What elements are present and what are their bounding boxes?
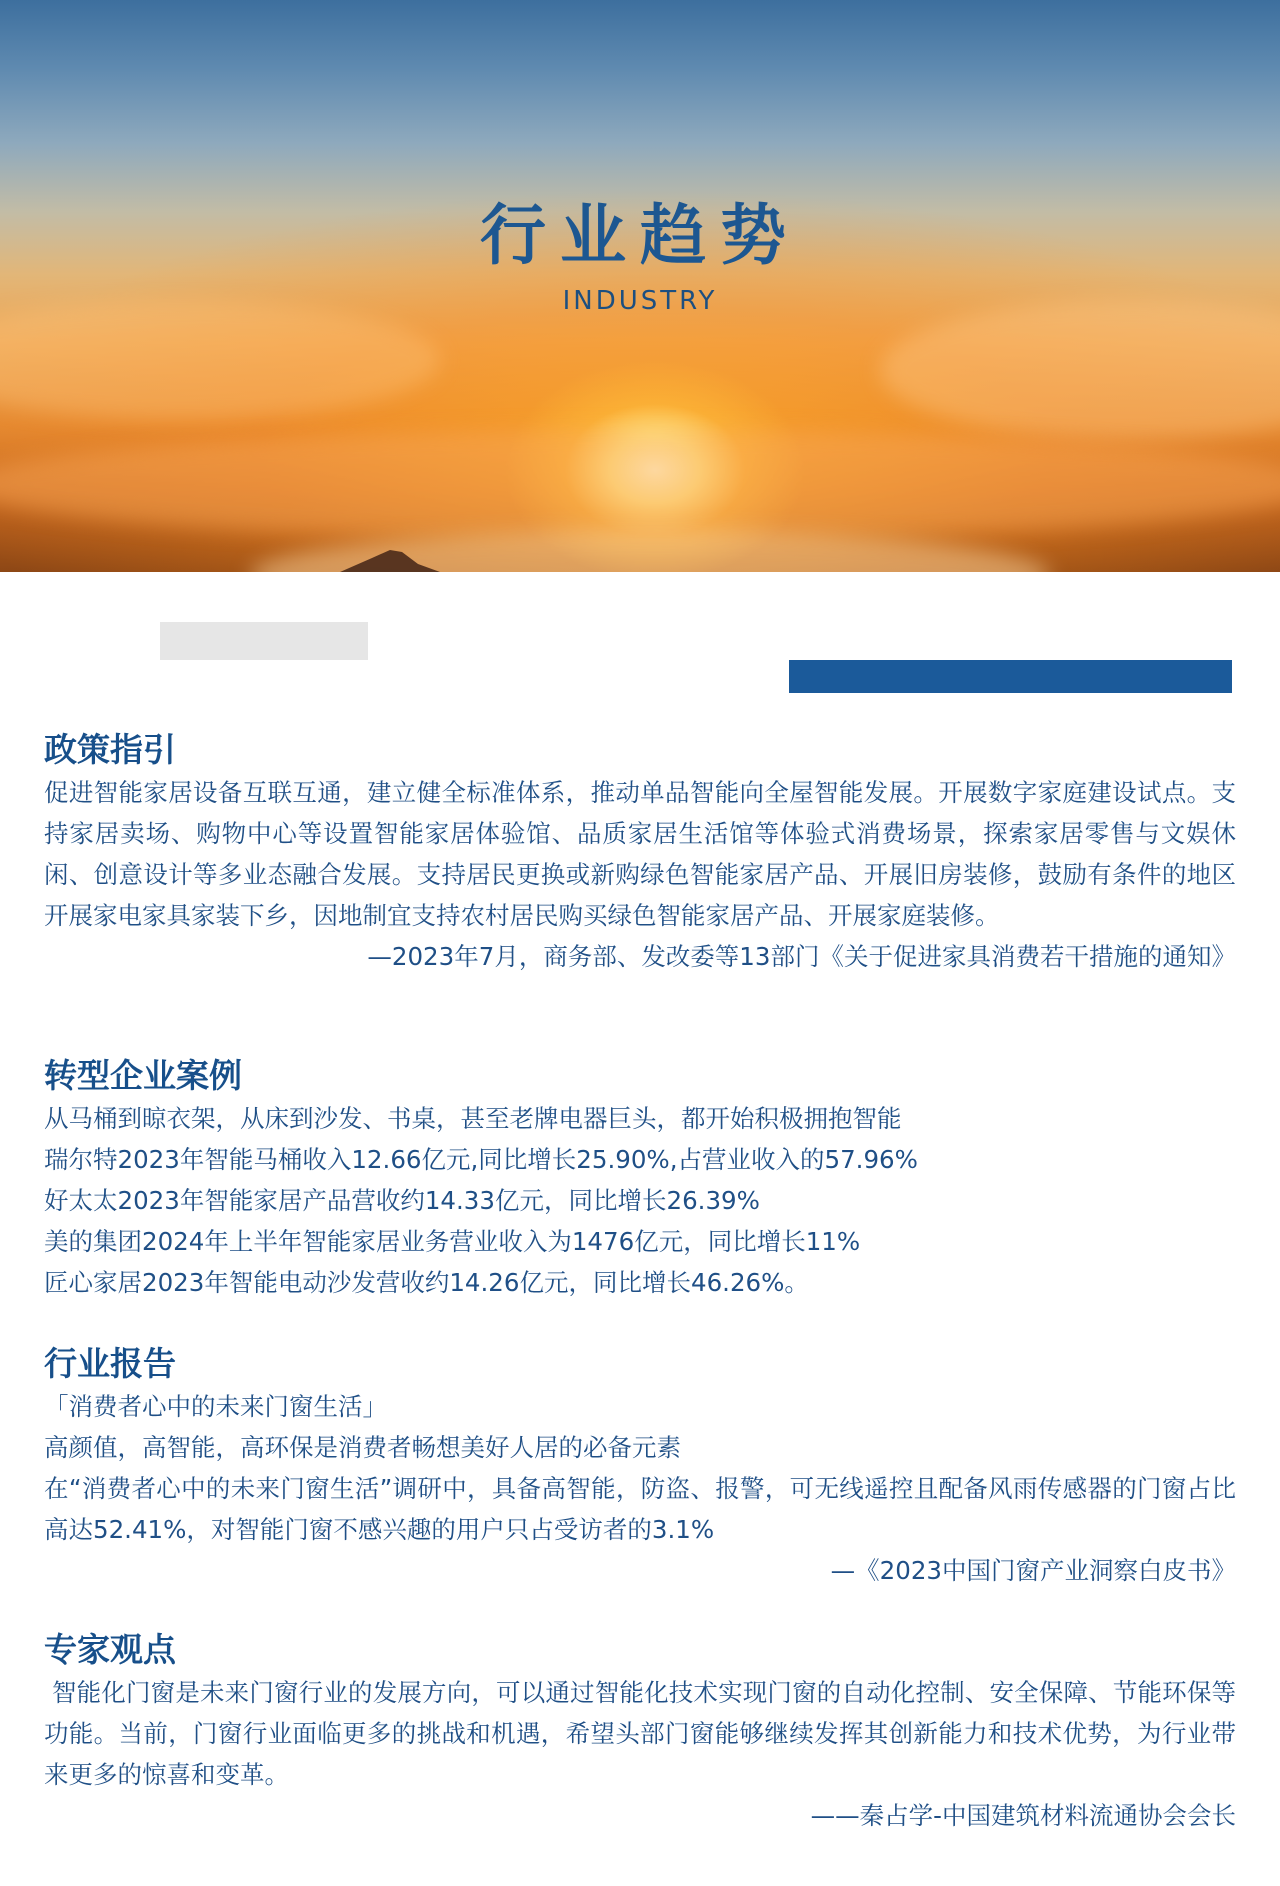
policy-body: 促进智能家居设备互联互通，建立健全标准体系，推动单品智能向全屋智能发展。开展数字家庭建设试点。支持家居卖场、购物中心等设置智能家居体验馆、品质家居生活馆等体验式消费场景，探索家居零售与文娱休闲、创意设计等多业态融合发展。支持居民更换或新购绿色智能家居产品、开展旧房装修，鼓励有条件的地区开展家电家具家装下乡，因地制宜支持农村居民购买绿色智能家居产品、开展家庭装修。	[44, 778, 1236, 930]
section-title: 专家观点	[44, 1630, 176, 1669]
section-title: 行业报告	[44, 1344, 176, 1383]
report-subtitle: 「消费者心中的未来门窗生活」	[44, 1392, 387, 1421]
accent-bar	[789, 660, 1232, 693]
policy-source: —2023年7月，商务部、发改委等13部门《关于促进家具消费若干措施的通知》	[367, 942, 1236, 971]
mountain-silhouette	[0, 512, 1280, 572]
list-item: 好太太2023年智能家居产品营收约14.33亿元，同比增长26.39%	[44, 1186, 760, 1215]
report-section	[44, 1342, 1236, 1591]
list-item: 从马桶到晾衣架，从床到沙发、书桌，甚至老牌电器巨头，都开始积极拥抱智能	[44, 1104, 902, 1133]
list-item: 瑞尔特2023年智能马桶收入12.66亿元,同比增长25.90%,占营业收入的57.96%	[44, 1145, 918, 1174]
section-title: 政策指引	[44, 730, 176, 769]
report-body: 在“消费者心中的未来门窗生活”调研中，具备高智能，防盗、报警，可无线遥控且配备风雨传感器的门窗占比高达52.41%，对智能门窗不感兴趣的用户只占受访者的3.1%	[44, 1474, 1236, 1544]
page-subtitle: INDUSTRY	[562, 286, 718, 316]
expert-section	[44, 1628, 1236, 1836]
expert-body: 智能化门窗是未来门窗行业的发展方向，可以通过智能化技术实现门窗的自动化控制、安全保障、节能环保等功能。当前，门窗行业面临更多的挑战和机遇，希望头部门窗能够继续发挥其创新能力和技术优势，为行业带来更多的惊喜和变革。	[44, 1678, 1236, 1789]
hero-banner	[0, 0, 1280, 572]
list-item: 美的集团2024年上半年智能家居业务营业收入为1476亿元，同比增长11%	[44, 1227, 861, 1256]
report-source: —《2023中国门窗产业洞察白皮书》	[830, 1556, 1236, 1585]
redacted-block	[160, 622, 368, 660]
expert-source: ——秦占学-中国建筑材料流通协会会长	[810, 1801, 1236, 1830]
report-line: 高颜值，高智能，高环保是消费者畅想美好人居的必备元素	[44, 1433, 681, 1462]
policy-section	[44, 728, 1236, 977]
page-title: 行业趋势	[480, 197, 800, 274]
list-item: 匠心家居2023年智能电动沙发营收约14.26亿元，同比增长46.26%。	[44, 1268, 809, 1297]
cases-section	[44, 1054, 1236, 1303]
section-title: 转型企业案例	[44, 1056, 242, 1095]
